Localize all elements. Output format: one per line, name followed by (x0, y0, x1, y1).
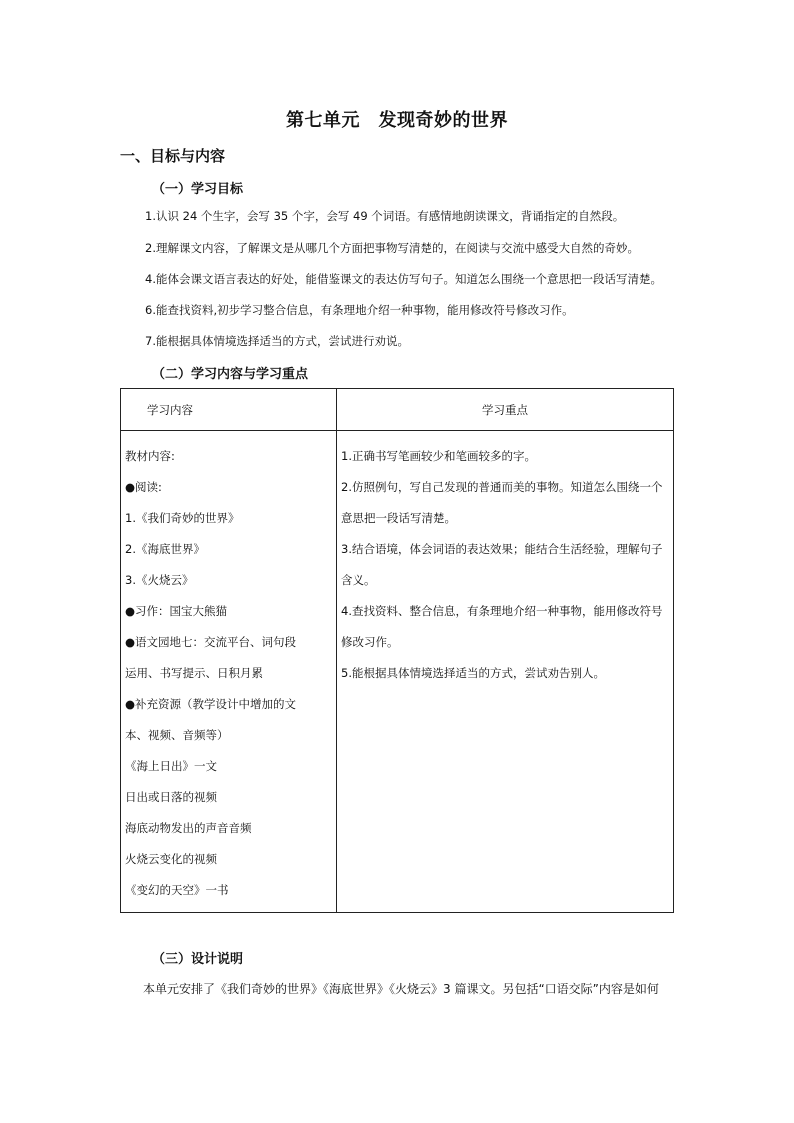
subheading-learning-goals: （一）学习目标 (152, 182, 244, 197)
header-learning-content: 学习内容 (121, 389, 337, 431)
focus-item: 3.结合语境，体会词语的表达效果；能结合生活经验，理解句子含义。 (341, 542, 663, 587)
design-notes-paragraph: 本单元安排了《我们奇妙的世界》《海底世界》《火烧云》3 篇课文。另包括“口语交际”内容是如何 (143, 982, 659, 996)
goal-item: 6.能查找资料,初步学习整合信息，有条理地介绍一种事物，能用修改符号修改习作。 (145, 303, 574, 317)
goal-item: 2.理解课文内容，了解课文是从哪几个方面把事物写清楚的，在阅读与交流中感受大自然的奇妙。 (145, 241, 639, 255)
content-line: ●语文园地七：交流平台、词句段 (125, 635, 297, 649)
page-title: 第七单元 发现奇妙的世界 (286, 110, 508, 131)
content-line: ●补充资源（教学设计中增加的文 (125, 697, 297, 711)
content-line: 火烧云变化的视频 (125, 852, 217, 866)
content-focus-table (120, 388, 674, 913)
learning-focus-cell (337, 431, 674, 913)
content-line: 本、视频、音频等） (125, 728, 229, 742)
table-header-row (121, 389, 674, 431)
content-line: 1.《我们奇妙的世界》 (125, 511, 240, 525)
focus-item: 2.仿照例句，写自己发现的普通而美的事物。知道怎么围绕一个意思把一段话写清楚。 (341, 480, 663, 525)
goal-item: 4.能体会课文语言表达的好处，能借鉴课文的表达仿写句子。知道怎么围绕一个意思把一段话写清楚。 (145, 272, 662, 286)
table-row (121, 431, 674, 913)
subheading-design-notes: （三）设计说明 (152, 952, 244, 967)
content-line: 海底动物发出的声音音频 (125, 821, 252, 835)
goal-item: 7.能根据具体情境选择适当的方式，尝试进行劝说。 (145, 334, 409, 348)
focus-item: 1.正确书写笔画较少和笔画较多的字。 (341, 449, 536, 463)
focus-item: 4.查找资料、整合信息，有条理地介绍一种事物，能用修改符号修改习作。 (341, 604, 663, 649)
content-line: 《变幻的天空》一书 (125, 883, 229, 897)
content-line: 《海上日出》一文 (125, 759, 217, 773)
content-line: 3.《火烧云》 (125, 573, 194, 587)
subheading-content-focus: （二）学习内容与学习重点 (152, 367, 309, 382)
header-learning-focus: 学习重点 (337, 389, 674, 431)
content-line: ●阅读: (125, 480, 162, 494)
focus-item: 5.能根据具体情境选择适当的方式，尝试劝告别人。 (341, 666, 605, 680)
learning-content-cell (121, 431, 337, 913)
content-line: 教材内容: (125, 449, 175, 463)
section-heading-goals-content: 一、目标与内容 (120, 147, 226, 165)
content-line: ●习作：国宝大熊猫 (125, 604, 228, 618)
goal-item: 1.认识 24 个生字，会写 35 个字，会写 49 个词语。有感情地朗读课文，背诵指定的自然段。 (145, 209, 625, 223)
content-line: 2.《海底世界》 (125, 542, 205, 556)
content-line: 日出或日落的视频 (125, 790, 217, 804)
content-line: 运用、书写提示、日积月累 (125, 666, 263, 680)
